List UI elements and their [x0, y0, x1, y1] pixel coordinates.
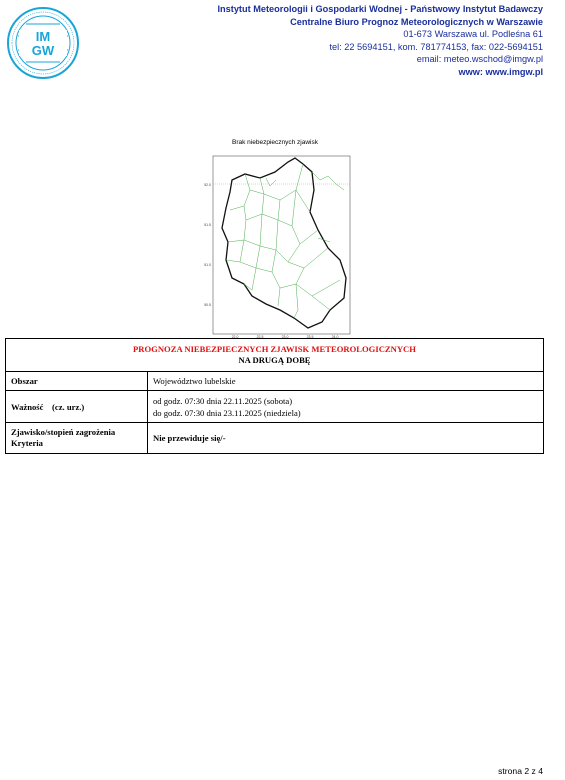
forecast-title-main: PROGNOZA NIEBEZPIECZNYCH ZJAWISK METEOROLOGICZNYCH [133, 344, 416, 354]
website-line: www: www.imgw.pl [458, 66, 543, 77]
phenomenon-label-cell [6, 423, 148, 454]
email-line: email: meteo.wschod@imgw.pl [416, 54, 543, 65]
validity-value [148, 391, 544, 423]
y-tick: 51.5 [204, 223, 211, 227]
validity-to: do godz. 07:30 dnia 23.11.2025 (niedziela) [153, 407, 301, 418]
validity-label: Ważność (cz. urz.) [6, 391, 148, 423]
forecast-title-sub: NA DRUGĄ DOBĘ [238, 355, 311, 365]
x-tick: 22.5 [256, 335, 264, 339]
forecast-table [5, 338, 544, 454]
institution-header [217, 3, 543, 79]
validity-from: od godz. 07:30 dnia 22.11.2025 (sobota) [153, 395, 293, 406]
x-tick: 24.0 [331, 335, 339, 339]
institution-name: Instytut Meteorologii i Gospodarki Wodnej - Państwowy Instytut Badawczy [217, 4, 543, 14]
criteria-label: Kryteria [11, 438, 43, 448]
table-row [6, 423, 544, 454]
region-map [200, 150, 355, 340]
page-number: strona 2 z 4 [498, 766, 543, 776]
x-tick: 23.0 [281, 335, 289, 339]
phenomenon-label: Zjawisko/stopień zagrożenia [11, 427, 116, 437]
address: 01-673 Warszawa ul. Podleśna 61 [403, 29, 543, 40]
table-row [6, 372, 544, 391]
map-title: Brak niebezpiecznych zjawisk [232, 139, 318, 146]
office-name: Centralne Biuro Prognoz Meteorologicznych w Warszawie [290, 16, 543, 27]
logo-text-im: IM [35, 29, 51, 44]
phenomenon-value: Nie przewiduje się/- [148, 423, 544, 454]
y-tick: 52.0 [204, 183, 211, 187]
y-tick: 51.0 [204, 263, 211, 267]
phone-line: tel: 22 5694151, kom. 781774153, fax: 022-5694151 [329, 41, 543, 52]
logo-text-gw: GW [31, 43, 55, 58]
y-tick: 50.5 [204, 303, 211, 307]
forecast-title [6, 339, 544, 372]
area-label: Obszar [6, 372, 148, 391]
area-value: Województwo lubelskie [148, 372, 544, 391]
table-row [6, 391, 544, 423]
x-tick: 22.0 [231, 335, 239, 339]
imgw-logo [6, 6, 80, 80]
x-tick: 23.5 [306, 335, 314, 339]
